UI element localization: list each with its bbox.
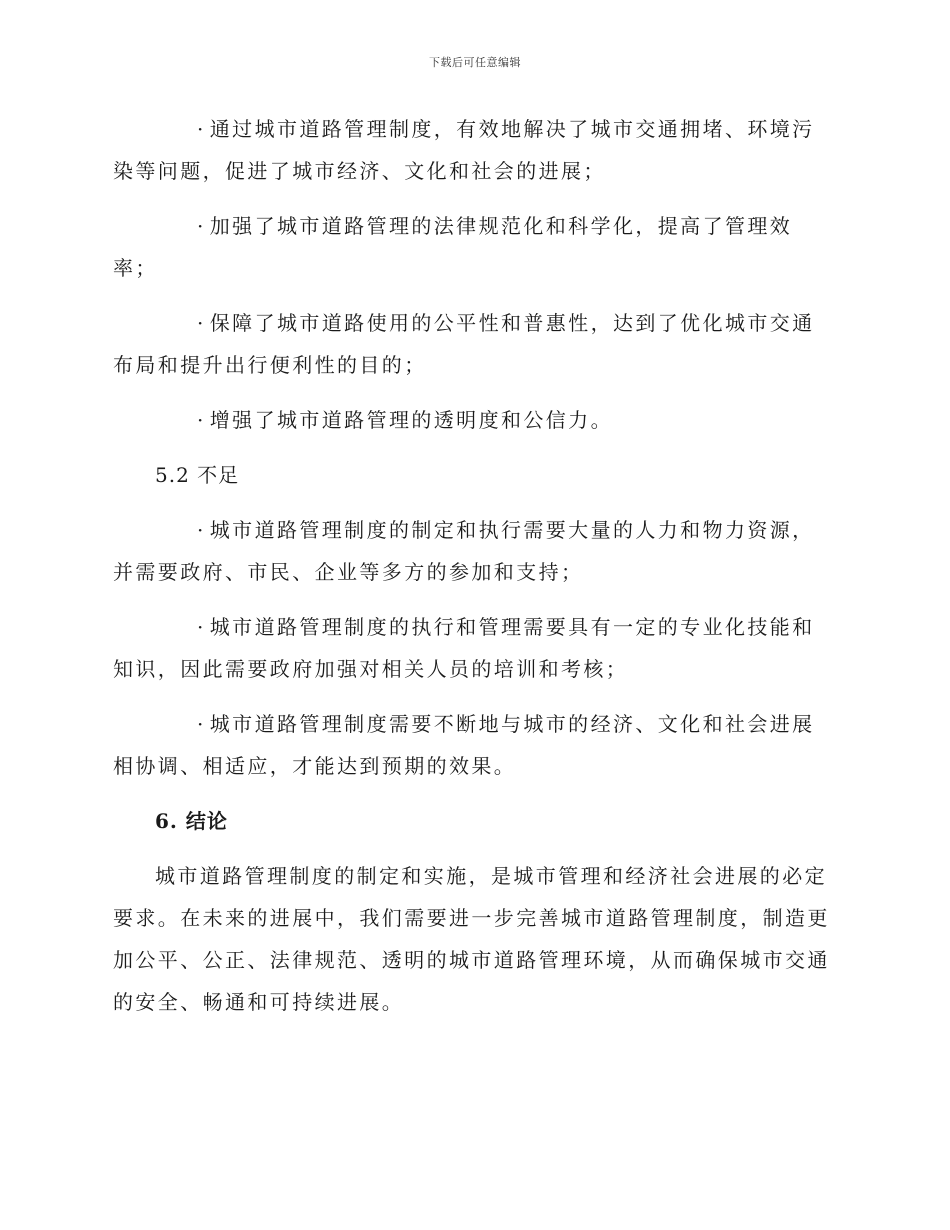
bullet-symbol: · (197, 615, 206, 639)
section-heading-conclusion: 6. 结论 (155, 809, 228, 833)
document-body (113, 108, 833, 1036)
bullet-text: 加强了城市道路管理的法律规范化和科学化，提高了管理效率； (113, 214, 793, 280)
bullet-symbol: · (197, 518, 206, 542)
bullet-symbol: · (197, 408, 206, 432)
bullet-text: 通过城市道路管理制度，有效地解决了城市交通拥堵、环境污染等问题，促进了城市经济、文化和社会的进展； (113, 117, 815, 183)
bullet-item (113, 302, 833, 386)
bullet-item (113, 399, 833, 441)
bullet-symbol: · (197, 311, 206, 335)
bullet-text: 城市道路管理制度需要不断地与城市的经济、文化和社会进展相协调、相适应，才能达到预期的效果。 (113, 712, 815, 778)
section-heading-shortcomings: 5.2 不足 (155, 463, 240, 487)
bullet-item (113, 606, 833, 690)
bullet-symbol: · (197, 117, 206, 141)
bullet-text: 城市道路管理制度的制定和执行需要大量的人力和物力资源，并需要政府、市民、企业等多方的参加和支持； (113, 518, 815, 584)
conclusion-paragraph: 城市道路管理制度的制定和实施，是城市管理和经济社会进展的必定要求。在未来的进展中，我们需要进一步完善城市道路管理制度，制造更加公平、公正、法律规范、透明的城市道路管理环境，从而确保城市交通的安全、畅通和可持续进展。 (113, 864, 830, 1014)
bullet-text: 增强了城市道路管理的透明度和公信力。 (209, 408, 613, 432)
bullet-item (113, 205, 833, 289)
bullet-symbol: · (197, 712, 206, 736)
bullet-symbol: · (197, 214, 206, 238)
page-header: 下载后可任意编辑 (429, 56, 521, 69)
bullet-text: 城市道路管理制度的执行和管理需要具有一定的专业化技能和知识，因此需要政府加强对相关人员的培训和考核； (113, 615, 815, 681)
bullet-item (113, 509, 833, 593)
bullet-item (113, 108, 833, 192)
bullet-item (113, 703, 833, 787)
bullet-text: 保障了城市道路使用的公平性和普惠性，达到了优化城市交通布局和提升出行便利性的目的； (113, 311, 815, 377)
